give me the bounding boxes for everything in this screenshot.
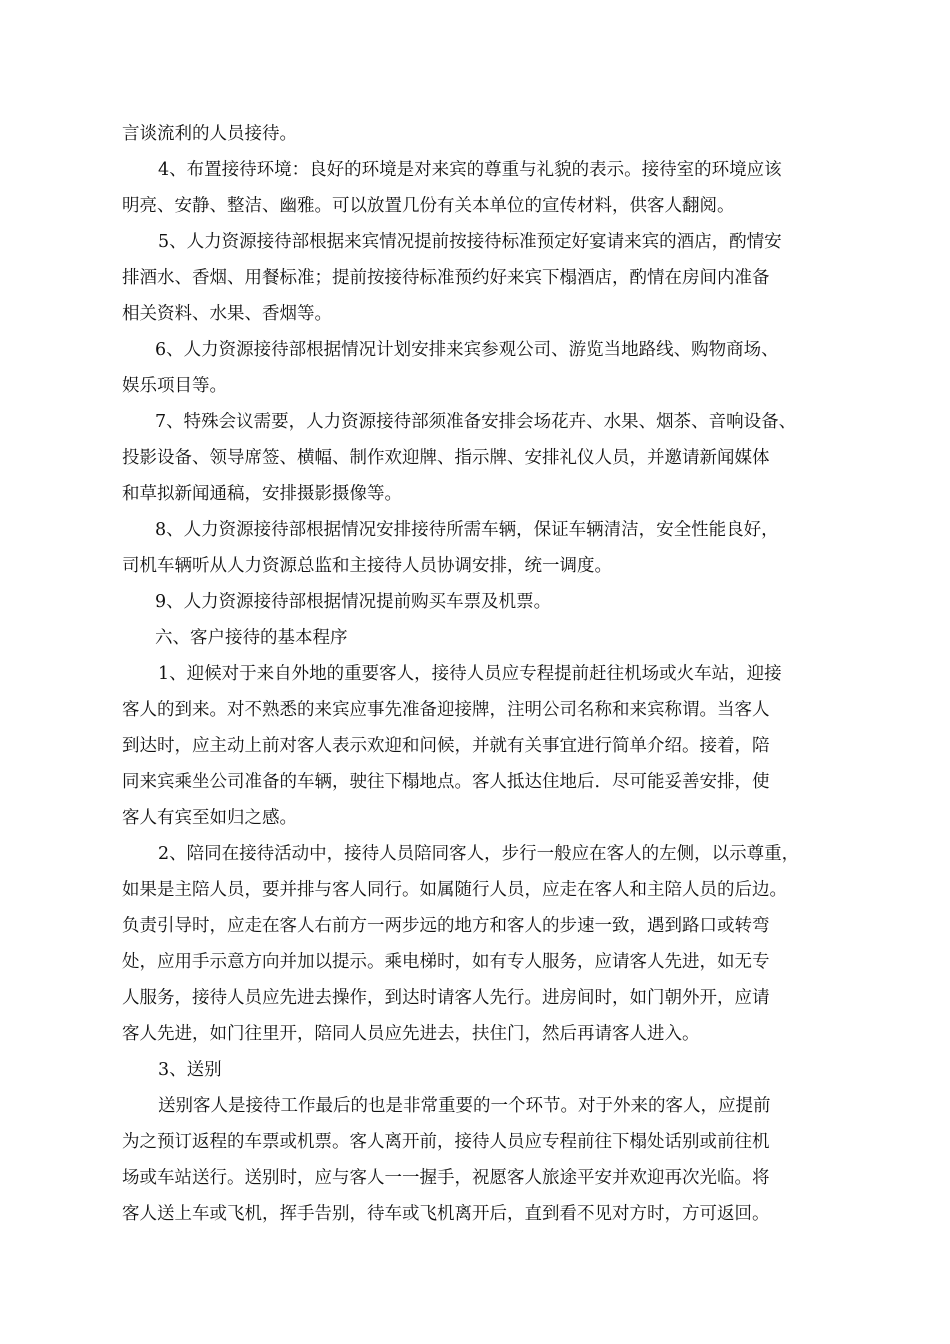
text-line: 2、陪同在接待活动中，接待人员陪同客人，步行一般应在客人的左侧，以示尊重，: [158, 844, 800, 864]
text-line: 和草拟新闻通稿，安排摄影摄像等。: [122, 484, 402, 504]
text-line: 6、人力资源接待部根据情况计划安排来宾参观公司、游览当地路线、购物商场、: [155, 340, 779, 360]
text-line: 送别客人是接待工作最后的也是非常重要的一个环节。对于外来的客人，应提前: [158, 1096, 771, 1116]
text-line: 8、人力资源接待部根据情况安排接待所需车辆，保证车辆清洁，安全性能良好，: [155, 520, 779, 540]
text-line: 排酒水、香烟、用餐标准；提前按接待标准预约好来宾下榻酒店，酌情在房间内准备: [122, 268, 770, 288]
section-heading: 六、客户接待的基本程序: [155, 628, 348, 648]
subsection-heading: 3、送别: [158, 1060, 222, 1080]
text-line: 司机车辆听从人力资源总监和主接待人员协调安排，统一调度。: [122, 556, 612, 576]
text-line: 5、人力资源接待部根据来宾情况提前按接待标准预定好宴请来宾的酒店，酌情安: [158, 232, 782, 252]
text-line: 处，应用手示意方向并加以提示。乘电梯时，如有专人服务，应请客人先进，如无专: [122, 952, 770, 972]
text-line: 客人送上车或飞机，挥手告别，待车或飞机离开后，直到看不见对方时，方可返回。: [122, 1204, 770, 1224]
text-line: 客人有宾至如归之感。: [122, 808, 297, 828]
text-line: 同来宾乘坐公司准备的车辆，驶往下榻地点。客人抵达住地后．尽可能妥善安排，使: [122, 772, 770, 792]
text-line: 客人先进，如门往里开，陪同人员应先进去，扶住门，然后再请客人进入。: [122, 1024, 700, 1044]
text-line: 客人的到来。对不熟悉的来宾应事先准备迎接牌，注明公司名称和来宾称谓。当客人: [122, 700, 770, 720]
text-line: 言谈流利的人员接待。: [122, 124, 297, 144]
text-line: 投影设备、领导席签、横幅、制作欢迎牌、指示牌、安排礼仪人员，并邀请新闻媒体: [122, 448, 770, 468]
text-line: 娱乐项目等。: [122, 376, 227, 396]
text-line: 7、特殊会议需要，人力资源接待部须准备安排会场花卉、水果、烟茶、音响设备、: [155, 412, 797, 432]
text-line: 相关资料、水果、香烟等。: [122, 304, 332, 324]
text-line: 9、人力资源接待部根据情况提前购买车票及机票。: [155, 592, 552, 612]
text-line: 如果是主陪人员，要并排与客人同行。如属随行人员，应走在客人和主陪人员的后边。: [122, 880, 787, 900]
text-line: 明亮、安静、整洁、幽雅。可以放置几份有关本单位的宣传材料，供客人翻阅。: [122, 196, 735, 216]
text-line: 1、迎候对于来自外地的重要客人，接待人员应专程提前赶往机场或火车站，迎接: [158, 664, 782, 684]
text-line: 到达时，应主动上前对客人表示欢迎和问候，并就有关事宜进行简单介绍。接着，陪: [122, 736, 770, 756]
text-line: 人服务，接待人员应先进去操作，到达时请客人先行。进房间时，如门朝外开，应请: [122, 988, 770, 1008]
text-line: 场或车站送行。送别时，应与客人一一握手，祝愿客人旅途平安并欢迎再次光临。将: [122, 1168, 770, 1188]
text-line: 为之预订返程的车票或机票。客人离开前，接待人员应专程前往下榻处话别或前往机: [122, 1132, 770, 1152]
text-line: 负责引导时，应走在客人右前方一两步远的地方和客人的步速一致，遇到路口或转弯: [122, 916, 770, 936]
text-line: 4、布置接待环境：良好的环境是对来宾的尊重与礼貌的表示。接待室的环境应该: [158, 160, 782, 180]
